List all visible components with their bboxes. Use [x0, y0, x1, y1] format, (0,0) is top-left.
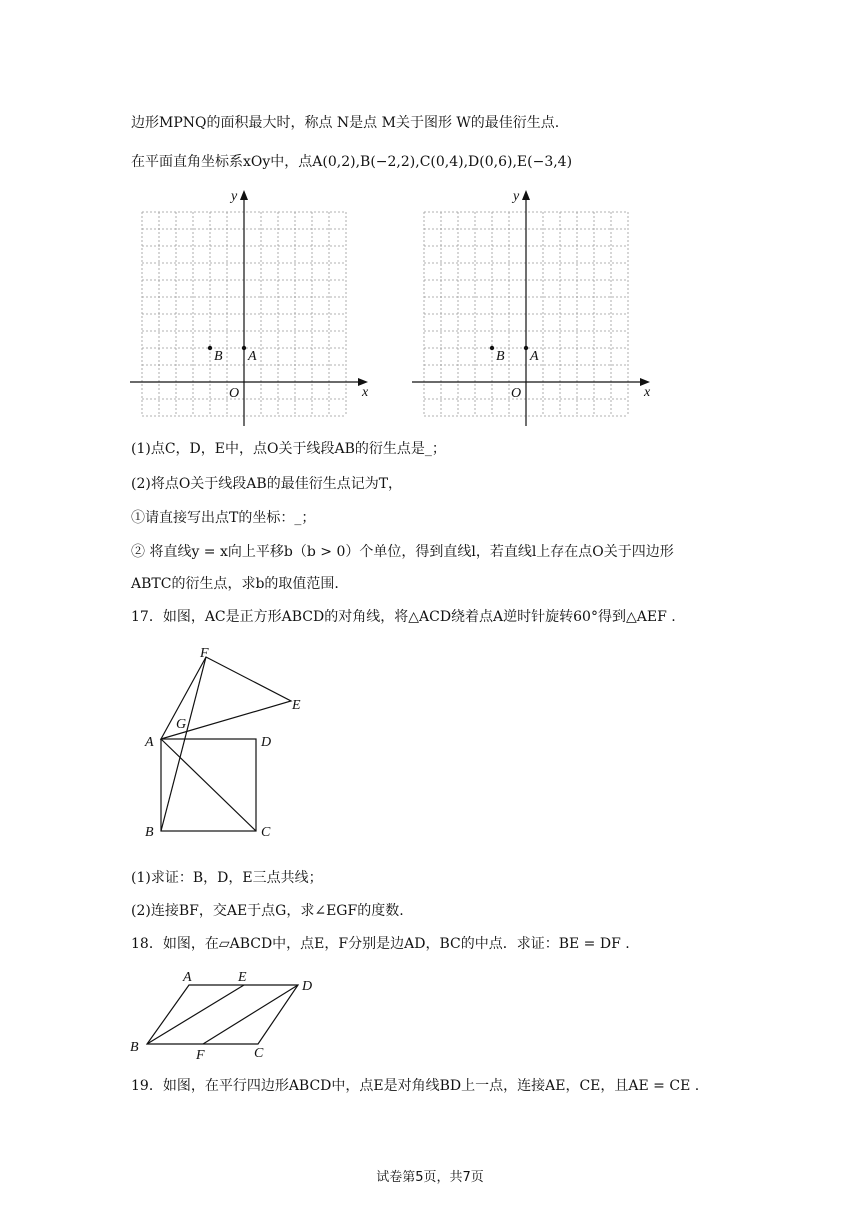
question-2b-line2: ABTC的衍生点，求b的取值范围.: [131, 576, 339, 592]
origin-label: O: [229, 386, 240, 401]
parallelogram-abcd: [147, 985, 298, 1044]
point-a: [242, 346, 246, 350]
point-b: [490, 346, 494, 350]
diagonal-ac: [161, 739, 256, 831]
question-1: (1)点C，D，E中，点O关于线段AB的衍生点是_；: [131, 441, 446, 457]
problem-17: 17．如图，AC是正方形ABCD的对角线，将△ACD绕着点A逆时针旋转60°得到△AEF .: [131, 609, 676, 625]
label-c: C: [261, 825, 271, 840]
origin-label: O: [511, 386, 522, 401]
question-2b-line1: ② 将直线y = x向上平移b（b > 0）个单位，得到直线l，若直线l上存在点O关于四边形: [131, 544, 674, 560]
question-2a: ①请直接写出点T的坐标：_；: [131, 510, 316, 526]
point-a: [524, 346, 528, 350]
label-a: A: [183, 970, 192, 985]
segment-be: [147, 985, 244, 1044]
problem-19: 19．如图，在平行四边形ABCD中，点E是对角线BD上一点，连接AE，CE，且AE = CE .: [131, 1078, 700, 1094]
segment-bf: [161, 657, 206, 831]
point-a-label: A: [530, 349, 539, 364]
question-2: (2)将点O关于线段AB的最佳衍生点记为T，: [131, 476, 403, 492]
label-e: E: [292, 698, 301, 713]
point-b-label: B: [214, 349, 223, 364]
coordinate-grid-right: [408, 184, 668, 434]
text-line-1: 边形MPNQ的面积最大时，称点 N是点 M关于图形 W的最佳衍生点.: [131, 115, 560, 131]
page-footer: 试卷第5页，共7页: [376, 1170, 484, 1185]
y-axis-label: y: [231, 189, 238, 204]
coordinate-grid-left: [126, 184, 386, 434]
y-axis-arrow: [240, 190, 248, 200]
problem-17-q2: (2)连接BF，交AE于点G，求∠EGF的度数.: [131, 903, 404, 919]
label-d: D: [261, 735, 272, 750]
point-a-label: A: [248, 349, 257, 364]
x-axis-label: x: [362, 385, 369, 400]
label-f: F: [200, 646, 209, 661]
x-axis-label: x: [644, 385, 651, 400]
problem-18: 18．如图，在▱ABCD中，点E，F分别是边AD，BC的中点．求证：BE = DF .: [131, 936, 630, 952]
segment-fd: [203, 985, 298, 1044]
label-d: D: [302, 979, 313, 994]
y-axis-label: y: [513, 189, 520, 204]
problem-17-q1: (1)求证：B，D，E三点共线；: [131, 870, 323, 886]
text-line-2: 在平面直角坐标系xOy中，点A(0,2),B(−2,2),C(0,4),D(0,6),E(−3,4): [131, 154, 573, 170]
label-g: G: [176, 717, 187, 732]
label-c: C: [254, 1046, 264, 1061]
label-f: F: [196, 1048, 205, 1063]
y-axis-arrow: [522, 190, 530, 200]
label-a: A: [145, 735, 154, 750]
point-b-label: B: [496, 349, 505, 364]
label-b: B: [145, 825, 154, 840]
label-b: B: [130, 1040, 139, 1055]
point-b: [208, 346, 212, 350]
figure-17: [140, 640, 330, 840]
label-e: E: [238, 970, 247, 985]
figure-18: [128, 965, 328, 1063]
